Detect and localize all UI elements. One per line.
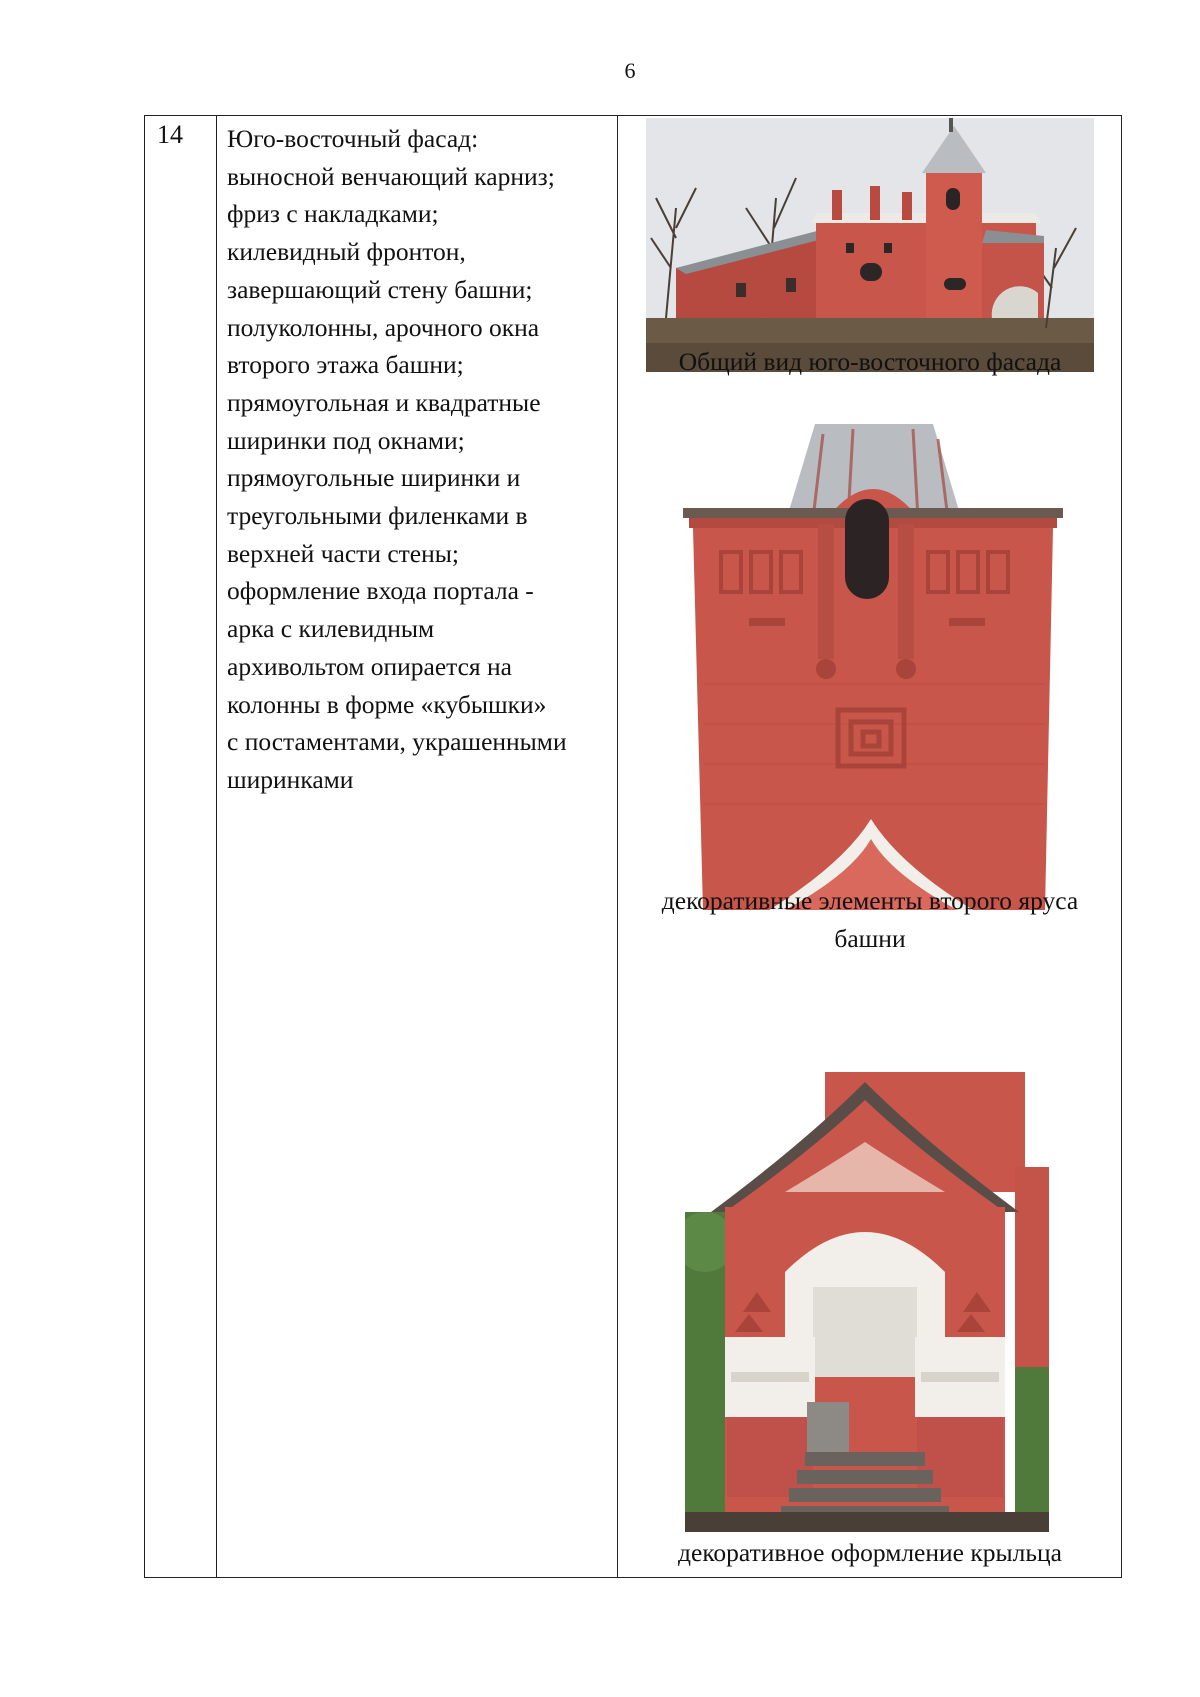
caption-line: декоративные элементы второго яруса <box>661 886 1079 915</box>
description-line: полуколонны, арочного окна <box>227 312 540 342</box>
facade-description <box>227 120 612 799</box>
caption-line: башни <box>834 924 906 953</box>
row-number: 14 <box>157 120 183 149</box>
caption-line: Общий вид юго-восточного фасада <box>678 347 1062 376</box>
description-table <box>144 115 1122 1578</box>
caption-line: декоративное оформление крыльца <box>678 1538 1062 1567</box>
column-divider <box>617 116 618 1577</box>
description-line: арка с килевидным <box>227 614 435 644</box>
description-line: килевидный фронтон, <box>227 237 466 267</box>
photo-caption <box>617 343 1123 381</box>
description-line: архивольтом опирается на <box>227 651 512 681</box>
photo-caption <box>617 882 1123 958</box>
photo-general-view <box>646 118 1094 372</box>
description-line: фриз с накладками; <box>227 199 439 229</box>
description-line: Юго-восточный фасад: <box>227 124 479 153</box>
column-divider <box>216 116 217 1577</box>
photo-tower-tier <box>673 424 1073 910</box>
description-line: ширинками <box>227 764 354 794</box>
description-line: выносной венчающий карниз; <box>227 161 555 191</box>
photo-caption <box>617 1534 1123 1572</box>
description-line: второго этажа башни; <box>227 350 464 380</box>
description-line: прямоугольные ширинки и <box>227 463 521 493</box>
porch-illustration <box>685 1072 1049 1532</box>
tower-illustration <box>673 424 1073 910</box>
photo-porch <box>685 1072 1049 1532</box>
description-line: верхней части стены; <box>227 538 459 568</box>
description-line: колонны в форме «кубышки» <box>227 689 547 719</box>
description-line: ширинки под окнами; <box>227 425 465 455</box>
description-line: с постаментами, украшенными <box>227 727 567 757</box>
page-number: 6 <box>624 58 636 83</box>
building-illustration <box>646 118 1094 372</box>
description-line: завершающий стену башни; <box>227 274 533 304</box>
description-line: треугольными филенками в <box>227 501 528 531</box>
description-line: оформление входа портала - <box>227 576 534 606</box>
description-line: прямоугольная и квадратные <box>227 387 541 417</box>
